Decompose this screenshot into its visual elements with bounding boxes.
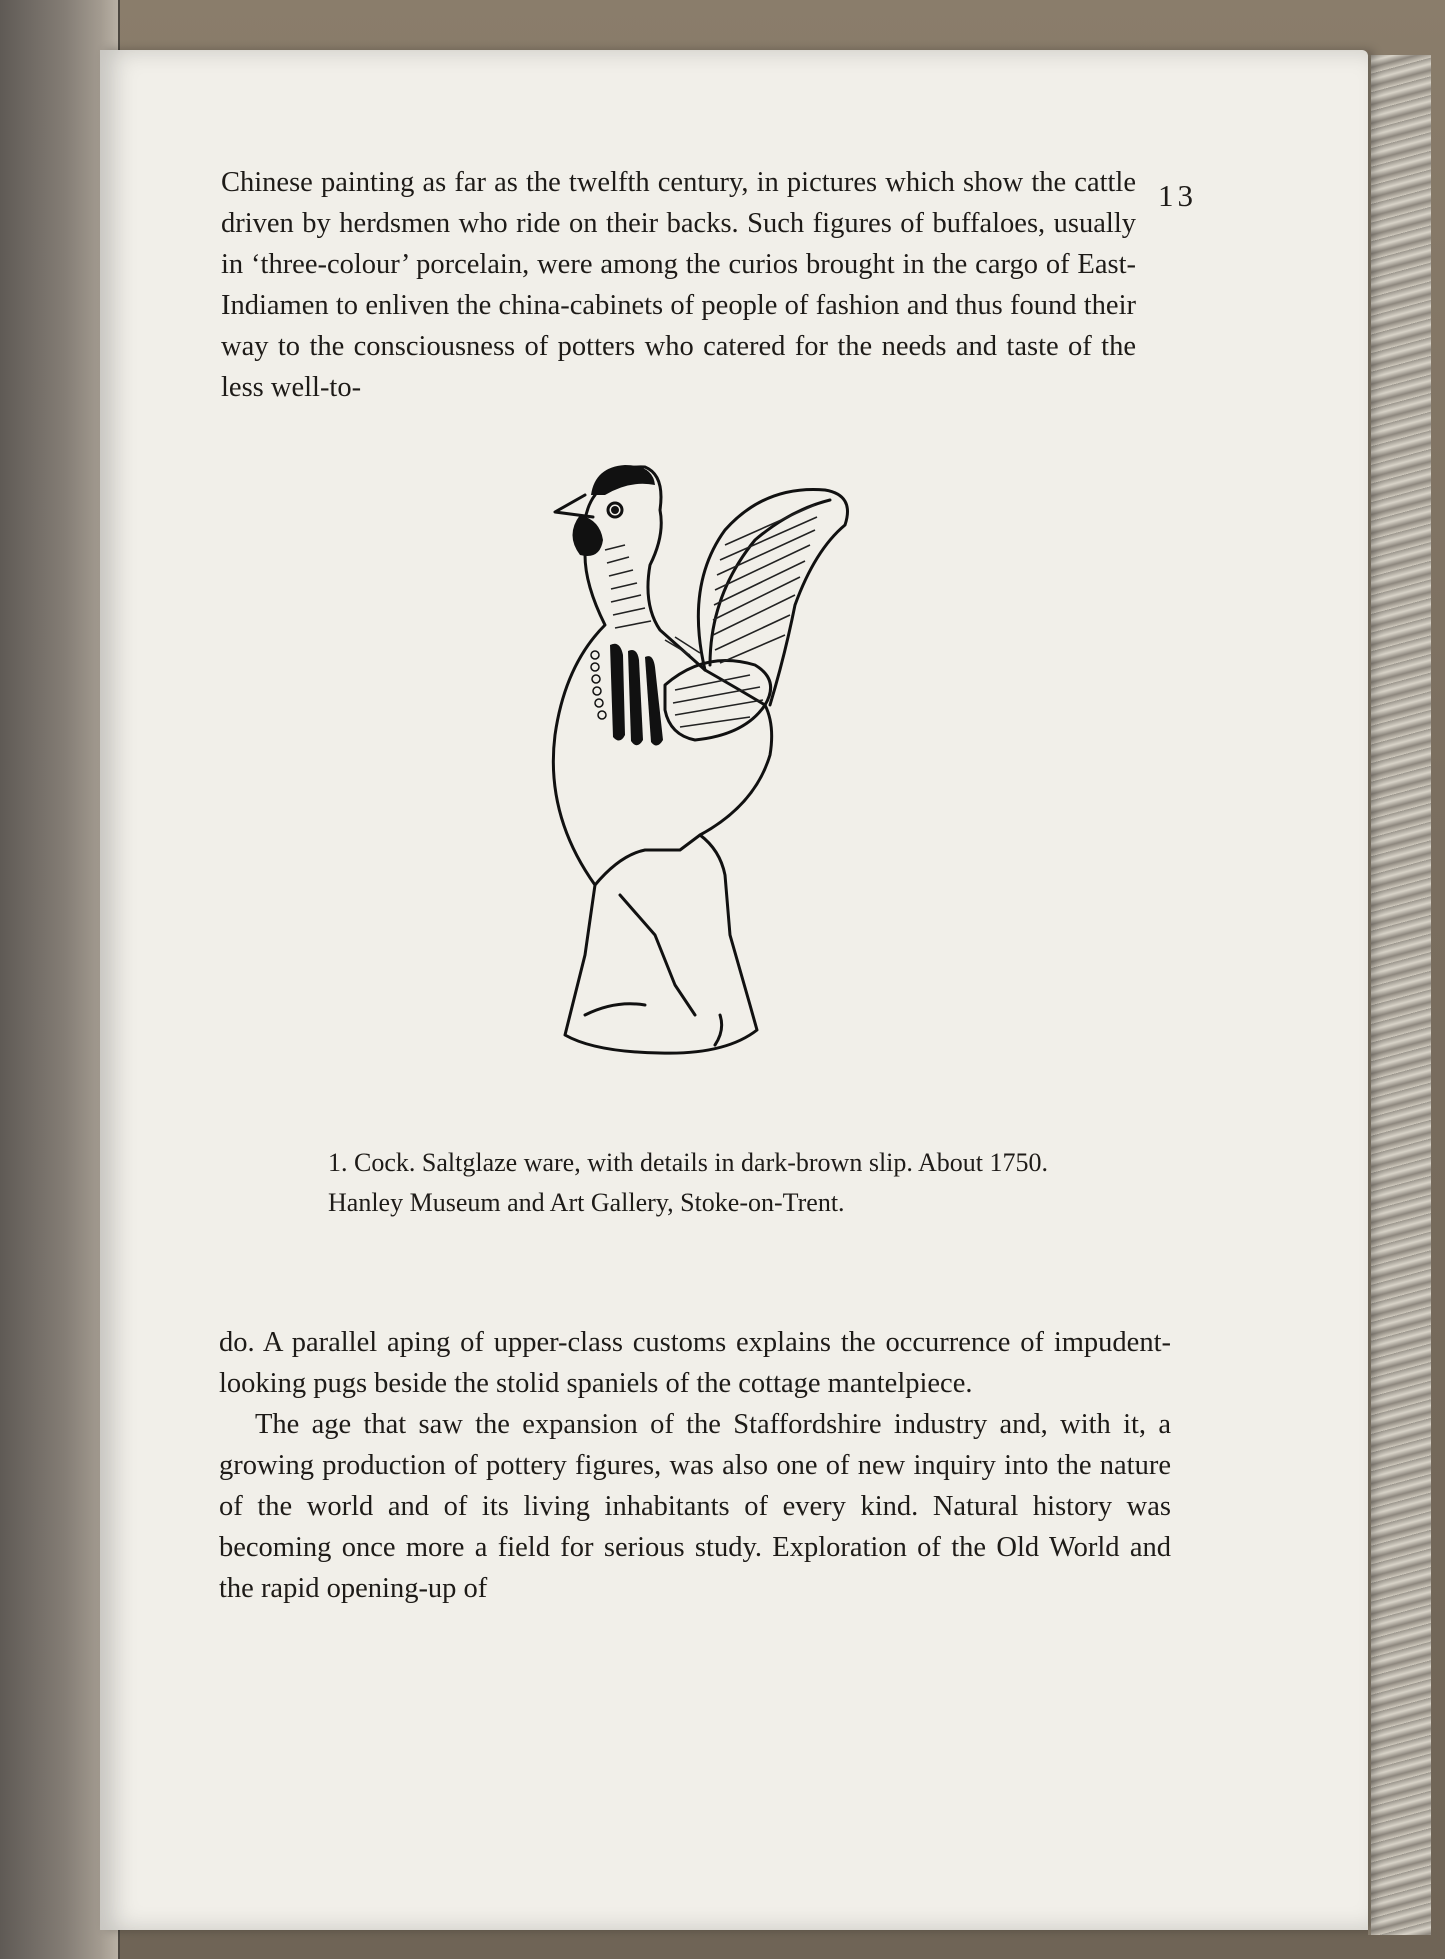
- page-number: 13: [1158, 178, 1197, 213]
- book-cover-edge: [1368, 55, 1431, 1935]
- figure-caption: 1. Cock. Saltglaze ware, with details in dark-brown slip. About 1750. Hanley Museum and Art Gallery, Stoke-on-Trent.: [328, 1148, 1048, 1217]
- cock-figure-illustration: [525, 455, 945, 1085]
- text-block-bottom: [219, 1322, 1171, 1609]
- text-block-top: [221, 162, 1136, 408]
- paragraph: do. A parallel aping of upper-class customs explains the occurrence of impudent-looking pugs beside the stolid spaniels of the cottage mantelpiece.: [219, 1327, 1171, 1399]
- paragraph: Chinese painting as far as the twelfth century, in pictures which show the cattle driven by herdsmen who ride on their backs. Such figures of buffaloes, usually in ‘three-colour’ porcelain, were among the curios brought in the cargo of East-Indiamen to enliven the china-cabinets of people of fashion and thus found their way to the consciousness of potters who catered for the needs and taste of the less well-to-: [221, 167, 1136, 403]
- paragraph: The age that saw the expansion of the Staffordshire industry and, with it, a growing production of pottery figures, was also one of new inquiry into the nature of the world and of its living inhabitants of every kind. Natural history was becoming once more a field for serious study. Exploration of the Old World and the rapid opening-up of: [219, 1409, 1171, 1604]
